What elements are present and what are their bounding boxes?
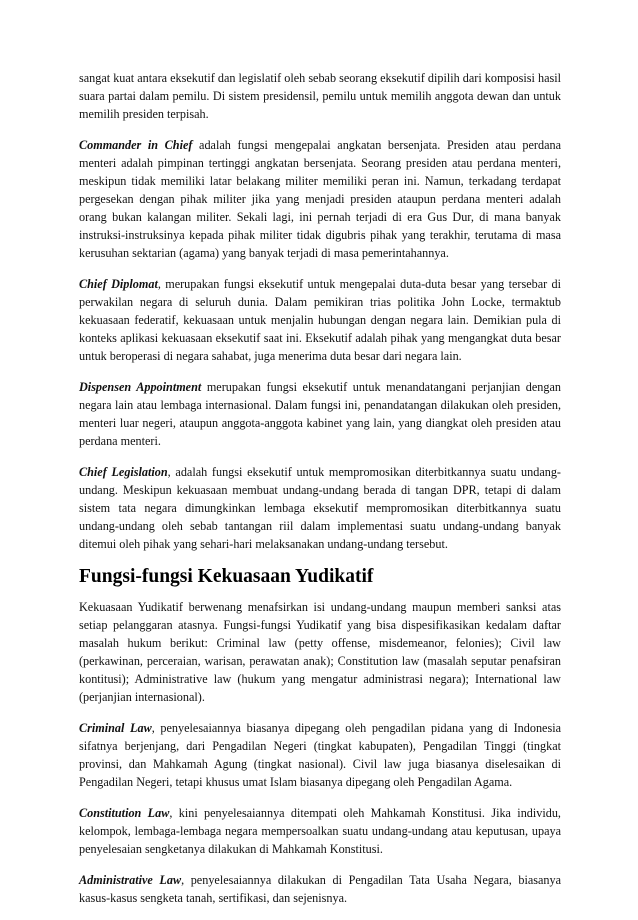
term-constitution-law: Constitution Law: [79, 806, 170, 820]
paragraph-text: , penyelesaiannya biasanya dipegang oleh pengadilan pidana yang di Indonesia sifatnya berjenjang, dari Pengadilan Negeri (tingkat kabupaten), Pengadilan Tinggi (tingkat provinsi, dan Mahkamah Agung (tingkat nasional). Civil law juga biasanya diselesaikan di Pengadilan Negeri, tetapi khusus umat Islam biasanya dipegang oleh Pengadilan Agama.: [79, 721, 561, 789]
term-administrative-law: Administrative Law: [79, 873, 182, 887]
term-dispensen-appointment: Dispensen Appointment: [79, 380, 202, 394]
section-heading: Fungsi-fungsi Kekuasaan Yudikatif: [79, 566, 374, 587]
paragraph-yudikatif-intro: Kekuasaan Yudikatif berwenang menafsirkan isi undang-undang maupun memberi sanksi atas setiap pelanggaran atasnya. Fungsi-fungsi Yudikatif yang bisa dispesifikasikan kedalam daftar masalah hukum berikut: Criminal law (petty offense, misdemeanor, felonies); Civil law (perkawinan, perceraian, warisan, perawatan anak); Constitution law (masalah seputar penafsiran kontitusi); Administrative law (hukum yang mengatur administrasi negara); International law (perjanjian internasional).: [79, 600, 561, 704]
paragraph-administrative-law: [79, 871, 561, 907]
term-chief-legislation: Chief Legislation: [79, 465, 168, 479]
paragraph-chief-legislation: [79, 463, 561, 553]
paragraph-dispensen-appointment: [79, 378, 561, 450]
paragraph-text: , kini penyelesaiannya ditempati oleh Mahkamah Konstitusi. Jika individu, kelompok, lembaga-lembaga negara mempersoalkan suatu undang-undang atau keputusan, upaya penyelesaian sengketanya dilakukan di Mahkamah Konstitusi.: [79, 806, 561, 856]
term-criminal-law: Criminal Law: [79, 721, 152, 735]
paragraph-intro: sangat kuat antara eksekutif dan legislatif oleh sebab seorang eksekutif dipilih dari komposisi hasil suara partai dalam pemilu. Di sistem presidensil, pemilu untuk memilih anggota dewan dan untuk memilih presiden terpisah.: [79, 71, 561, 121]
term-chief-diplomat: Chief Diplomat: [79, 277, 158, 291]
paragraph-text: merupakan fungsi eksekutif untuk menandatangani perjanjian dengan negara lain atau lembaga internasional. Dalam fungsi ini, penandatangan dilakukan oleh presiden, menteri luar negeri, ataupun anggota-anggota kabinet yang lain, yang diangkat oleh presiden atau perdana menteri.: [79, 380, 561, 448]
paragraph-constitution-law: [79, 804, 561, 858]
paragraph-text: adalah fungsi mengepalai angkatan bersenjata. Presiden atau perdana menteri adalah pimpinan tertinggi angkatan bersenjata. Seorang presiden atau perdana menteri, meskipun tidak memiliki latar belakang militer memiliki peran ini. Namun, terkadang terdapat pergesekan dengan pihak militer jika yang menjadi presiden ataupun perdana menteri adalah orang bukan kalangan militer. Sekali lagi, ini pernah terjadi di era Gus Dur, di mana banyak instruksi-instruksinya kepada pihak militer tidak digubris pihak yang terakhir, terutama di masa kerusuhan sektarian (agama) yang banyak terjadi di masa pemerintahannya.: [79, 138, 561, 260]
paragraph-text: , penyelesaiannya dilakukan di Pengadilan Tata Usaha Negara, biasanya kasus-kasus sengketa tanah, sertifikasi, dan sejenisnya.: [79, 873, 561, 905]
paragraph-text: , merupakan fungsi eksekutif untuk mengepalai duta-duta besar yang tersebar di perwakilan negara di seluruh dunia. Dalam pemikiran trias politika John Locke, termaktub kekuasaan federatif, kekuasaan untuk menjalin hubungan dengan negara lain. Demikian pula di konteks aplikasi kekuasaan eksekutif saat ini. Eksekutif adalah pihak yang mengangkat duta besar untuk beroperasi di negara sahabat, juga menerima duta besar dari negara lain.: [79, 277, 561, 363]
term-commander-in-chief: Commander in Chief: [79, 138, 193, 152]
paragraph-text: , adalah fungsi eksekutif untuk mempromosikan diterbitkannya suatu undang-undang. Meskipun kekuasaan membuat undang-undang berada di tangan DPR, tetapi di dalam sistem tata negara dimungkinkan lembaga eksekutif mempromosikan diterbitkannya suatu undang-undang oleh sebab tantangan riil dalam implementasi suatu undang-undang banyak ditemui oleh pihak yang sehari-hari melaksanakan undang-undang tersebut.: [79, 465, 561, 551]
paragraph-chief-diplomat: [79, 275, 561, 365]
paragraph-commander-in-chief: [79, 136, 561, 262]
document-page: [79, 69, 561, 920]
paragraph-criminal-law: [79, 719, 561, 791]
